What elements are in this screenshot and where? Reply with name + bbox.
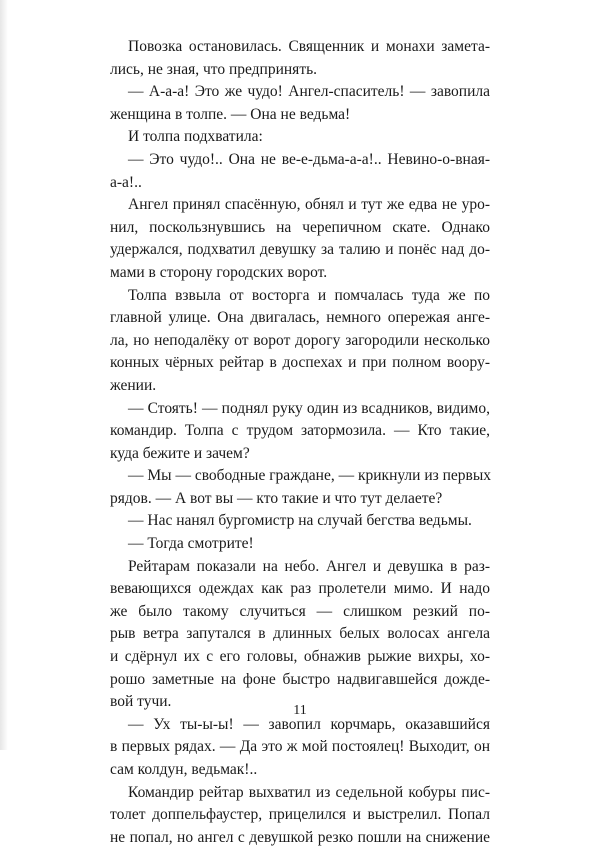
text-line: а-а!.. bbox=[110, 173, 142, 191]
text-line: рыв ветра запутался в длинных белых волосах ангела bbox=[110, 625, 490, 643]
text-line: конных чёрных рейтар в доспехах и при полном воору- bbox=[110, 354, 490, 372]
text-line: толет доппельфаустер, прицелился и выстрелил. Попал bbox=[110, 806, 490, 824]
text-line: рошо заметные на фоне быстро надвигавшейся дожде- bbox=[110, 670, 490, 688]
text-line: — А-а-а! Это же чудо! Ангел-спаситель! — завопила bbox=[128, 83, 490, 101]
text-line: командир. Толпа с трудом затормозила. — Кто такие, bbox=[110, 422, 490, 440]
text-line: И толпа подхватила: bbox=[128, 128, 263, 146]
text-line: — Тогда смотрите! bbox=[128, 535, 254, 553]
text-line: Командир рейтар выхватил из седельной кобуры пис- bbox=[128, 783, 490, 801]
text-line: — Нас нанял бургомистр на случай бегства ведьмы. bbox=[128, 512, 472, 530]
text-line: не попал, но ангел с девушкой резко пошли на снижение bbox=[110, 828, 490, 846]
page-text bbox=[110, 36, 490, 849]
text-line: Рейтарам показали на небо. Ангел и девушка в раз- bbox=[128, 557, 490, 575]
text-line: Ангел принял спасённую, обнял и тут же едва не уро- bbox=[128, 196, 490, 214]
text-line: женщина в толпе. — Она не ведьма! bbox=[110, 105, 351, 123]
text-line: нил, поскользнувшись на черепичном скате. Однако bbox=[110, 218, 490, 236]
text-line: же было такому случиться — слишком резкий по- bbox=[110, 602, 490, 620]
text-line: в первых рядах. — Да это ж мой постоялец! Выходит, он bbox=[110, 738, 490, 756]
text-line: куда бежите и зачем? bbox=[110, 444, 250, 462]
text-line: жении. bbox=[110, 376, 157, 394]
text-line: рядов. — А вот вы — кто такие и что тут делаете? bbox=[110, 489, 443, 507]
text-line: — Мы — свободные граждане, — крикнули из первых bbox=[128, 467, 492, 485]
text-line: и сдёрнул их с его головы, обнажив рыжие вихры, хо- bbox=[110, 648, 490, 666]
text-line: — Ух ты-ы-ы! — завопил корчмарь, оказавшийся bbox=[128, 715, 490, 733]
text-line: — Это чудо!.. Она не ве-е-дьма-а-а!.. Невино-о-вная- bbox=[128, 150, 490, 168]
page-number: 11 bbox=[293, 703, 307, 718]
text-line: мами в сторону городских ворот. bbox=[110, 263, 328, 281]
text-line: ла, но неподалёку от ворот дорогу загородили несколько bbox=[110, 331, 490, 349]
text-line: — Стоять! — поднял руку один из всадников, видимо, bbox=[128, 399, 490, 417]
text-line: удержался, подхватил девушку за талию и понёс над до- bbox=[110, 241, 490, 259]
text-line: сам колдун, ведьмак!.. bbox=[110, 761, 258, 778]
text-line: главной улице. Она двигалась, немного опережая анге- bbox=[110, 309, 490, 327]
page-edge-shadow bbox=[0, 0, 8, 750]
text-line: Толпа взвыла от восторга и помчалась туда же по bbox=[128, 286, 490, 304]
text-line: вой тучи. bbox=[110, 693, 172, 711]
text-line: Повозка остановилась. Священник и монахи замета- bbox=[128, 38, 490, 55]
text-line: вевающихся одеждах как раз пролетели мимо. И надо bbox=[110, 580, 490, 598]
text-line: лись, не зная, что предпринять. bbox=[110, 60, 318, 78]
